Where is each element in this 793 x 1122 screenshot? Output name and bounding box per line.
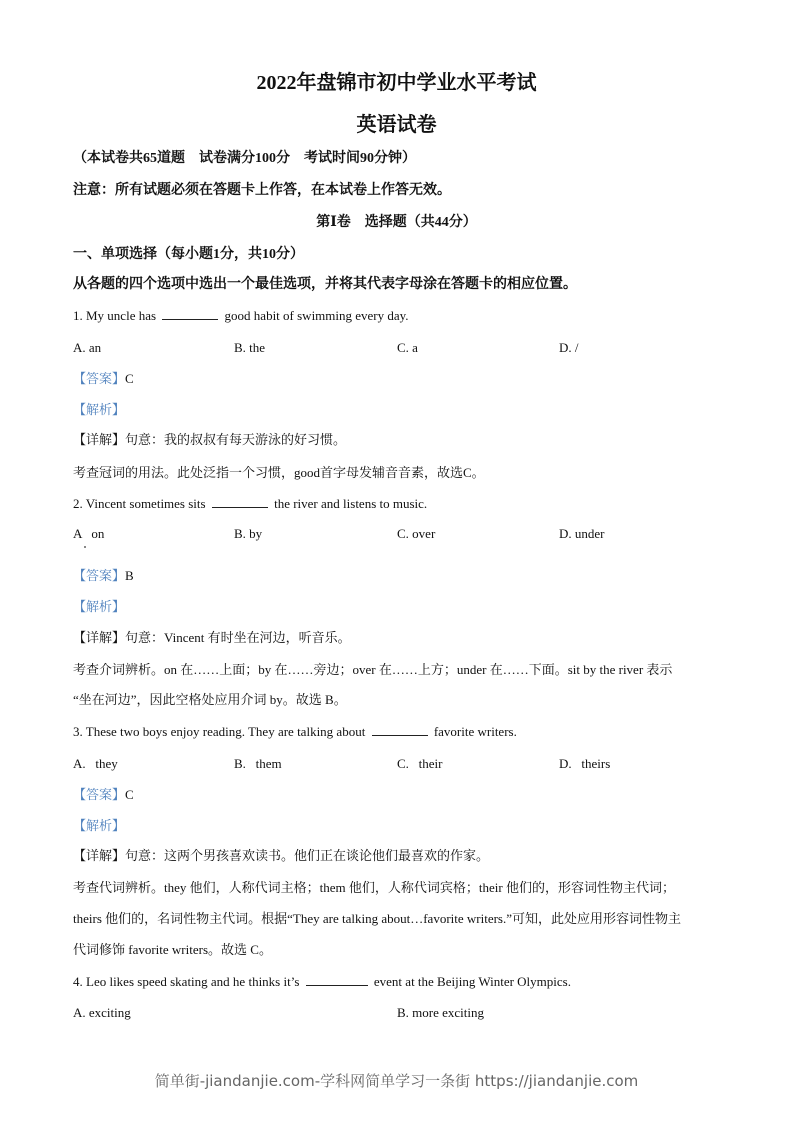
exam-title: 2022年盘锦市初中学业水平考试 [256, 72, 537, 94]
detail-text: 句意：Vincent 有时坐在河边，听音乐。 [125, 630, 351, 645]
answer-label: 【答案】 [73, 568, 126, 583]
question-4-option-b: B. more exciting [397, 1005, 485, 1020]
question-2-option-b: B. by [234, 526, 263, 541]
question-2-option-c: C. over [397, 526, 436, 541]
exam-subtitle: 英语试卷 [356, 114, 437, 136]
question-stem-after: favorite writers. [433, 724, 517, 739]
question-1-stem [73, 308, 409, 324]
question-stem-before: 3. These two boys enjoy reading. They are talking about [73, 724, 366, 739]
question-1-detail-1 [73, 432, 346, 448]
question-3-stem [73, 724, 517, 740]
question-3-option-a: A. they [73, 756, 118, 771]
question-4-stem [73, 974, 571, 990]
answer-value: C [125, 371, 134, 386]
part-instruction: 从各题的四个选项中选出一个最佳选项，并将其代表字母涂在答题卡的相应位置。 [73, 277, 577, 292]
answer-blank [162, 308, 218, 320]
question-3-detail-2: 考查代词辨析。they 他们，人称代词主格；them 他们，人称代词宾格；their 他们的，形容词性物主代词； [73, 880, 675, 895]
question-stem-after: good habit of swimming every day. [224, 308, 409, 323]
question-stem-before: 2. Vincent sometimes sits [73, 496, 206, 511]
answer-blank [372, 724, 428, 736]
stray-dot [84, 546, 86, 548]
answer-blank [306, 974, 368, 986]
exam-notice: 注意：所有试题必须在答题卡上作答，在本试卷上作答无效。 [73, 183, 451, 198]
question-3-detail-1 [73, 848, 489, 864]
question-1-detail-2: 考查冠词的用法。此处泛指一个习惯，good首字母发辅音音素，故选C。 [73, 465, 485, 480]
question-2-analysis-label: 【解析】 [73, 599, 126, 614]
question-1-option-a: A. an [73, 340, 102, 355]
question-3-detail-4: 代词修饰 favorite writers。故选 C。 [73, 942, 272, 957]
question-3-option-c: C. their [397, 756, 443, 771]
question-2-detail-3: “坐在河边”，因此空格处应用介词 by。故选 B。 [73, 692, 347, 707]
part-title: 一、单项选择（每小题1分，共10分） [73, 247, 304, 262]
section-title: 第Ⅰ卷 选择题（共44分） [316, 215, 477, 230]
question-2-answer [73, 568, 134, 584]
answer-label: 【答案】 [73, 371, 126, 386]
answer-value: C [125, 787, 134, 802]
question-1-option-d: D. / [559, 340, 579, 355]
question-3-detail-3: theirs 他们的，名词性物主代词。根据“They are talking about…favorite writers.”可知，此处应用形容词性物主 [73, 911, 682, 926]
question-stem-before: 4. Leo likes speed skating and he thinks it’s [73, 974, 300, 989]
detail-label: 【详解】 [73, 630, 126, 645]
question-3-option-b: B. them [234, 756, 282, 771]
question-3-analysis-label: 【解析】 [73, 818, 126, 833]
answer-value: B [125, 568, 134, 583]
question-1-analysis-label: 【解析】 [73, 402, 126, 417]
question-stem-before: 1. My uncle has [73, 308, 157, 323]
question-1-answer [73, 371, 134, 387]
footer-watermark: 简单街-jiandanjie.com-学科网简单学习一条街 https://jiandanjie.com [154, 1072, 639, 1090]
question-1-option-b: B. the [234, 340, 266, 355]
question-4-option-a: A. exciting [73, 1005, 131, 1020]
detail-text: 句意：我的叔叔有每天游泳的好习惯。 [125, 432, 347, 447]
question-stem-after: the river and listens to music. [274, 496, 428, 511]
question-1-option-c: C. a [397, 340, 418, 355]
question-2-option-a: A on [73, 526, 105, 541]
question-3-answer [73, 787, 134, 803]
question-3-option-d: D. theirs [559, 756, 611, 771]
detail-label: 【详解】 [73, 432, 126, 447]
exam-info: （本试卷共65道题 试卷满分100分 考试时间90分钟） [73, 151, 416, 166]
answer-label: 【答案】 [73, 787, 126, 802]
detail-text: 句意：这两个男孩喜欢读书。他们正在谈论他们最喜欢的作家。 [125, 848, 490, 863]
question-2-detail-1 [73, 630, 351, 646]
detail-label: 【详解】 [73, 848, 126, 863]
question-2-option-d: D. under [559, 526, 605, 541]
answer-blank [212, 496, 268, 508]
question-2-stem [73, 496, 427, 512]
question-stem-after: event at the Beijing Winter Olympics. [373, 974, 571, 989]
question-2-detail-2: 考查介词辨析。on 在……上面；by 在……旁边；over 在……上方；under 在……下面。sit by the river 表示 [73, 662, 673, 677]
